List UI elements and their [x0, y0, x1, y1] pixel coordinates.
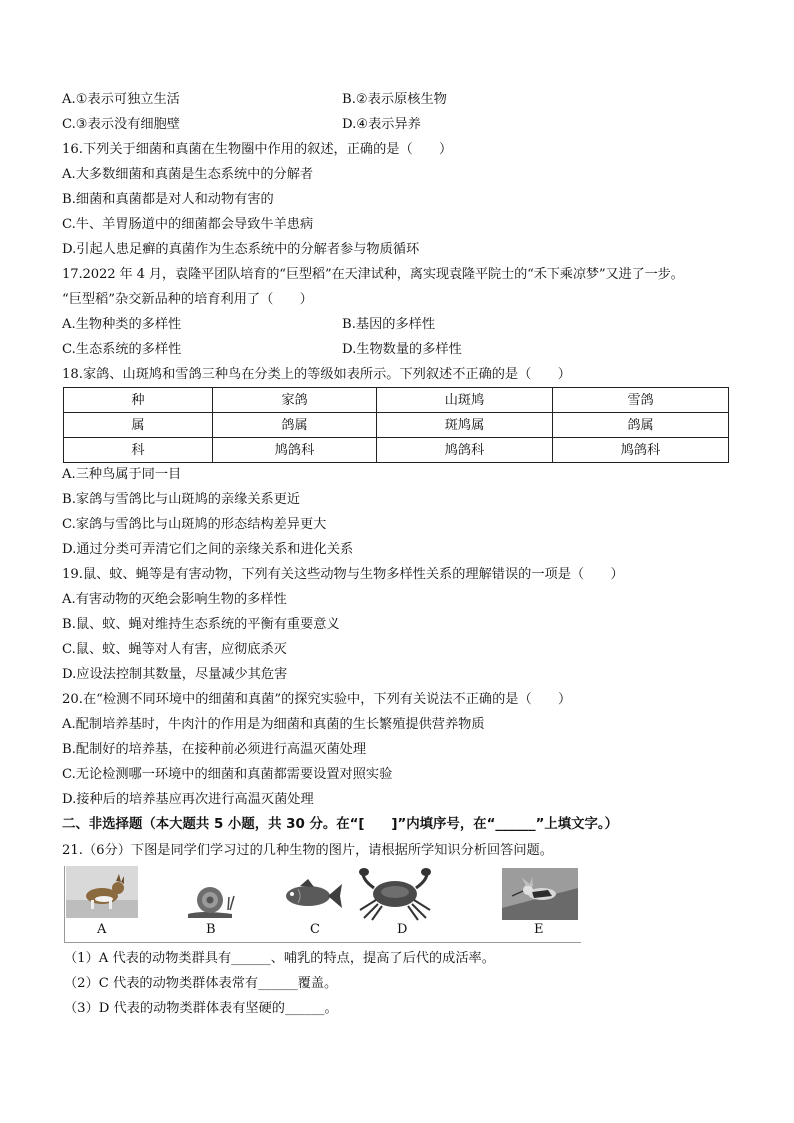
- q18-option-c: C.家鸽与雪鸽比与山斑鸠的形态结构差异更大: [62, 517, 327, 532]
- q17-option-d: D.生物数量的多样性: [342, 342, 462, 357]
- q20-option-d: D.接种后的培养基应再次进行高温灭菌处理: [62, 792, 314, 807]
- q18-option-a: A.三种鸟属于同一目: [62, 467, 182, 482]
- q20-option-c: C.无论检测哪一环境中的细菌和真菌都需要设置对照实验: [62, 767, 393, 782]
- q17-option-a: A.生物种类的多样性: [62, 317, 182, 332]
- table-cell: 鸽属: [553, 413, 729, 438]
- q18-stem: 18.家鸽、山斑鸠和雪鸽三种鸟在分类上的等级如表所示。下列叙述不正确的是（ ）: [62, 367, 571, 382]
- table-row: [64, 438, 729, 463]
- table-cell: 鸽属: [213, 413, 377, 438]
- table-cell: 科: [64, 438, 213, 463]
- q16-option-b: B.细菌和真菌都是对人和动物有害的: [62, 192, 274, 207]
- organism-pictures: [64, 866, 582, 942]
- bird-picture-icon: [502, 868, 578, 920]
- fish-picture-icon: [278, 876, 344, 916]
- dog-picture-icon: [66, 866, 138, 918]
- q17-stem-line2: “巨型稻”杂交新品种的培育利用了（ ）: [62, 292, 313, 307]
- q17-stem-line1: 17.2022 年 4 月，袁隆平团队培育的“巨型稻”在天津试种，离实现袁隆平院士的“禾下乘凉梦”又进了一步。: [62, 267, 684, 282]
- q17-option-c: C.生态系统的多样性: [62, 342, 182, 357]
- q19-option-c: C.鼠、蚊、蝇等对人有害，应彻底杀灭: [62, 642, 287, 657]
- q20-stem: 20.在“检测不同环境中的细菌和真菌”的探究实验中，下列有关说法不正确的是（ ）: [62, 692, 572, 707]
- q18-option-b: B.家鸽与雪鸽比与山斑鸠的亲缘关系更近: [62, 492, 301, 507]
- table-row: [64, 413, 729, 438]
- q19-option-d: D.应设法控制其数量，尽量减少其危害: [62, 667, 288, 682]
- q15-option-d: D.④表示异养: [342, 117, 421, 132]
- q19-option-a: A.有害动物的灭绝会影响生物的多样性: [62, 592, 287, 607]
- picture-label-c: C: [310, 922, 320, 937]
- crab-picture-icon: [350, 866, 440, 922]
- q16-option-c: C.牛、羊胃肠道中的细菌都会导致牛羊患病: [62, 217, 314, 232]
- q16-option-a: A.大多数细菌和真菌是生态系统中的分解者: [62, 167, 314, 182]
- q20-option-a: A.配制培养基时，牛肉汁的作用是为细菌和真菌的生长繁殖提供营养物质: [62, 717, 485, 732]
- picture-label-e: E: [534, 922, 544, 937]
- q19-option-b: B.鼠、蚊、蝇对维持生态系统的平衡有重要意义: [62, 617, 340, 632]
- q17-option-b: B.基因的多样性: [342, 317, 436, 332]
- table-cell: 家鸽: [213, 388, 377, 413]
- q21-sub-question-1: （1）A 代表的动物类群具有______、哺乳的特点，提高了后代的成活率。: [64, 951, 495, 966]
- table-row: [64, 388, 729, 413]
- q19-stem: 19.鼠、蚊、蝇等是有害动物，下列有关这些动物与生物多样性关系的理解错误的一项是（ ）: [62, 567, 624, 582]
- section-heading: 二、非选择题（本大题共 5 小题，共 30 分。在“[ ]”内填序号，在“______”上填文字。）: [62, 817, 619, 832]
- table-cell: 雪鸽: [553, 388, 729, 413]
- table-cell: 山斑鸠: [377, 388, 553, 413]
- q20-option-b: B.配制好的培养基，在接种前必须进行高温灭菌处理: [62, 742, 367, 757]
- table-cell: 鸠鸽科: [553, 438, 729, 463]
- classification-table: [63, 387, 729, 463]
- table-cell: 属: [64, 413, 213, 438]
- picture-label-b: B: [206, 922, 216, 937]
- table-cell: 鸠鸽科: [377, 438, 553, 463]
- table-cell: 鸠鸽科: [213, 438, 377, 463]
- table-cell: 斑鸠属: [377, 413, 553, 438]
- q15-option-c: C.③表示没有细胞壁: [62, 117, 180, 132]
- q15-option-a: A.①表示可独立生活: [62, 92, 180, 107]
- picture-label-d: D: [397, 922, 408, 937]
- q16-option-d: D.引起人患足癣的真菌作为生态系统中的分解者参与物质循环: [62, 242, 420, 257]
- q16-stem: 16.下列关于细菌和真菌在生物圈中作用的叙述，正确的是（ ）: [62, 142, 453, 157]
- table-cell: 种: [64, 388, 213, 413]
- picture-label-a: A: [97, 922, 107, 937]
- q21-sub-question-3: （3）D 代表的动物类群体表有坚硬的______。: [64, 1001, 338, 1016]
- q21-sub-question-2: （2）C 代表的动物类群体表常有______覆盖。: [64, 976, 338, 991]
- q15-option-b: B.②表示原核生物: [342, 92, 447, 107]
- snail-picture-icon: [182, 880, 240, 922]
- q18-option-d: D.通过分类可弄清它们之间的亲缘关系和进化关系: [62, 542, 354, 557]
- q21-stem: 21.（6分）下图是同学们学习过的几种生物的图片，请根据所学知识分析回答问题。: [62, 843, 553, 858]
